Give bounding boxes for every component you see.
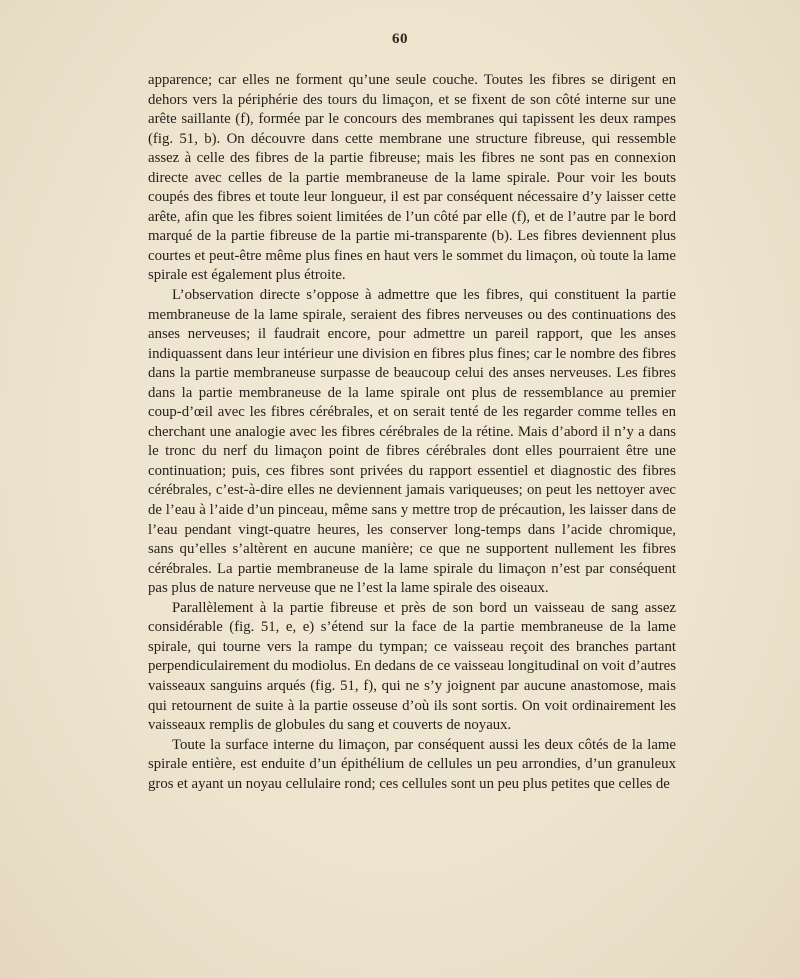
body-text bbox=[148, 71, 676, 794]
page-number: 60 bbox=[392, 31, 408, 47]
paragraph: L’observation directe s’oppose à admettre que les fibres, qui constituent la partie membraneuse de la lame spirale, seraient des fibres nerveuses ou des continuations des anses nerveuses; il faudrait encore, pour admettre un pareil rapport, que les anses indiquassent dans leur intérieur une division en fibres plus fines; car le nombre des fibres dans la partie membraneuse surpasse de beaucoup celui des anses nerveuses. Les fibres dans la partie membraneuse de la lame spirale ont plus de ressemblance au premier coup-d’œil avec les fibres cérébrales, et on serait tenté de les regarder comme telles en cherchant une analogie avec les fibres cérébrales de la rétine. Mais d’abord il n’y a dans le tronc du nerf du limaçon point de fibres cérébrales dont elles pourraient être une continuation; puis, ces fibres sont privées du rapport essentiel et diagnostic des fibres cérébrales, c’est-à-dire elles ne deviennent jamais variqueuses; on peut les nettoyer avec de l’eau à l’aide d’un pinceau, même sans y mettre trop de précaution, les laisser dans de l’eau pendant vingt-quatre heures, les conserver long-temps dans l’acide chromique, sans qu’elles s’altèrent en aucune manière; ce que ne supportent nullement les fibres cérébrales. La partie membraneuse de la lame spirale du limaçon n’est par conséquent pas plus de nature nerveuse que ne l’est la lame spirale des oiseaux. bbox=[148, 287, 676, 597]
paragraph: apparence; car elles ne forment qu’une seule couche. Toutes les fibres se dirigent en dehors vers la périphérie des tours du limaçon, et se fixent de son côté interne sur une arête saillante (f), formée par le concours des membranes qui tapissent les deux rampes (fig. 51, b). On découvre dans cette membrane une structure fibreuse, qui ressemble assez à celle des fibres de la partie fibreuse; mais les fibres ne sont pas en connexion directe avec celles de la partie membraneuse de la lame spirale. Pour voir les bouts coupés des fibres et toute leur longueur, il est par conséquent nécessaire d’y laisser cette arête, afin que les fibres soient limitées de l’un côté par elle (f), et de l’autre par le bord marqué de la partie fibreuse de la partie mi-transparente (b). Les fibres deviennent plus courtes et peut-être même plus fines en haut vers le sommet du limaçon, où toute la lame spirale est également plus étroite. bbox=[148, 72, 676, 284]
paragraph: Toute la surface interne du limaçon, par conséquent aussi les deux côtés de la lame spirale entière, est enduite d’un épithélium de cellules un peu arrondies, d’un granuleux gros et ayant un noyau cellulaire rond; ces cellules sont un peu plus petites que celles de bbox=[148, 736, 676, 792]
paragraph: Parallèlement à la partie fibreuse et près de son bord un vaisseau de sang assez considérable (fig. 51, e, e) s’étend sur la face de la partie membraneuse de la lame spirale, qui tourne vers la rampe du tympan; ce vaisseau reçoit des branches partant perpendiculairement du modiolus. En dedans de ce vaisseau longitudinal on voit d’autres vaisseaux sanguins arqués (fig. 51, f), qui ne s’y joignent par aucune anastomose, mais qui retournent de suite à la partie osseuse d’où ils sont sortis. On voit ordinairement les vaisseaux remplis de globules du sang et couverts de noyaux. bbox=[148, 599, 676, 734]
